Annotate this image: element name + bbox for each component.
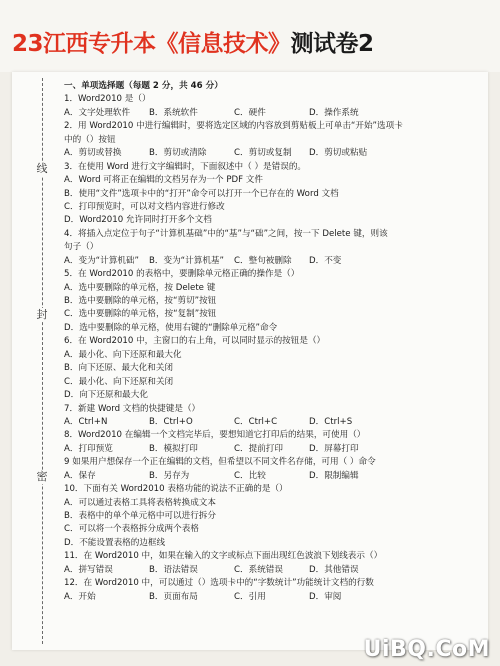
answer-option: A．打印预览 bbox=[64, 443, 113, 454]
option-row bbox=[64, 416, 484, 429]
question-stem: 9 如果用户想保存一个正在编辑的文档，但希望以不同文件名存储，可用（ ）命令 bbox=[64, 457, 376, 468]
answer-option: D．选中要删除的单元格，使用右键的“删除单元格”命令 bbox=[64, 322, 278, 333]
option-row bbox=[64, 591, 484, 604]
answer-option: C．硬件 bbox=[234, 107, 266, 118]
option-row bbox=[64, 174, 484, 187]
answer-option: C．提前打印 bbox=[234, 443, 283, 454]
binding-char-feng: 封 bbox=[33, 308, 51, 322]
answer-option: D．Ctrl+S bbox=[309, 416, 353, 427]
option-row bbox=[64, 537, 484, 550]
answer-option: C．最小化、向下还原和关闭 bbox=[64, 376, 174, 387]
exam-content bbox=[64, 80, 484, 604]
answer-option: A．拼写错误 bbox=[64, 564, 113, 575]
answer-option: D．不变 bbox=[309, 255, 342, 266]
option-row bbox=[64, 349, 484, 362]
answer-option: A．开始 bbox=[64, 591, 96, 602]
option-row bbox=[64, 255, 484, 268]
answer-option: C．Ctrl+C bbox=[234, 416, 278, 427]
question-stem: 句子（） bbox=[64, 242, 99, 253]
question-stem: 3．在使用 Word 进行文字编辑时，下面叙述中（ ）是错误的。 bbox=[64, 161, 307, 172]
title-red-part: 23江西专升本《信息技术》 bbox=[12, 31, 291, 57]
answer-option: C．系统错误 bbox=[234, 564, 283, 575]
answer-option: A．Ctrl+N bbox=[64, 416, 108, 427]
answer-option: B．系统软件 bbox=[149, 107, 198, 118]
option-row bbox=[64, 322, 484, 335]
option-row bbox=[64, 564, 484, 577]
answer-option: C．比较 bbox=[234, 470, 266, 481]
answer-option: B．语法错误 bbox=[149, 564, 198, 575]
answer-option: A．保存 bbox=[64, 470, 96, 481]
question-stem: 4．将插入点定位于句子“计算机基础”中的“基”与“础”之间，按一下 Delete 键，则该 bbox=[64, 228, 388, 239]
answer-option: D．向下还原和最大化 bbox=[64, 390, 148, 401]
answer-option: A．文字处理软件 bbox=[64, 107, 131, 118]
option-row bbox=[64, 443, 484, 456]
option-row bbox=[64, 295, 484, 308]
answer-option: D．限制编辑 bbox=[309, 470, 359, 481]
question-stem: 中的（）按钮 bbox=[64, 134, 116, 145]
question-stem: 6．在 Word2010 中，主窗口的右上角，可以同时显示的按钮是（） bbox=[64, 336, 326, 347]
answer-option: B．使用“文件”选项卡中的“打开”命令可以打开一个已存在的 Word 文档 bbox=[64, 188, 339, 199]
option-row bbox=[64, 147, 484, 160]
section-heading: 一、单项选择题（每题 2 分，共 46 分） bbox=[64, 81, 223, 91]
option-row bbox=[64, 523, 484, 536]
answer-option: D．剪切或粘贴 bbox=[309, 148, 368, 159]
answer-option: B．模拟打印 bbox=[149, 443, 198, 454]
answer-option: B．表格中的单个单元格中可以进行拆分 bbox=[64, 511, 216, 521]
option-row bbox=[64, 188, 484, 201]
answer-option: B．向下还原、最大化和关闭 bbox=[64, 363, 174, 374]
option-row bbox=[64, 362, 484, 375]
answer-option: B．Ctrl+O bbox=[149, 416, 193, 427]
answer-option: C．引用 bbox=[234, 591, 266, 602]
question-stem: 12．在 Word2010 中，可以通过（）选项卡中的“字数统计”功能统计文档的行数 bbox=[64, 578, 374, 589]
site-watermark: UiBQ.CoM bbox=[363, 637, 490, 662]
page-title bbox=[12, 30, 488, 58]
title-dark-part: 测试卷2 bbox=[290, 31, 374, 57]
question-stem: 11．在 Word2010 中，如果在输入的文字或标点下面出现红色波浪下划线表示（） bbox=[64, 551, 383, 562]
answer-option: A．最小化、向下还原和最大化 bbox=[64, 349, 182, 360]
option-row bbox=[64, 389, 484, 402]
answer-option: A．剪切或替换 bbox=[64, 148, 122, 159]
answer-option: A．变为“计算机础” bbox=[64, 255, 139, 266]
option-row bbox=[64, 470, 484, 483]
answer-option: D．审阅 bbox=[309, 591, 342, 602]
answer-option: B．选中要删除的单元格，按“剪切”按钮 bbox=[64, 296, 217, 306]
answer-option: D．屏幕打印 bbox=[309, 443, 359, 454]
header-banner bbox=[0, 0, 500, 72]
answer-option: C．剪切或复制 bbox=[234, 148, 292, 159]
answer-option: A．可以通过表格工具将表格转换成文本 bbox=[64, 497, 216, 508]
option-row bbox=[64, 107, 484, 120]
option-row bbox=[64, 376, 484, 389]
option-row bbox=[64, 497, 484, 510]
binding-char-xian: 线 bbox=[33, 162, 51, 176]
answer-option: C．整句被删除 bbox=[234, 255, 292, 266]
question-stem: 2．用 Word2010 中进行编辑时，要将选定区域的内容放到剪贴板上可单击“开始”选项卡 bbox=[64, 121, 403, 132]
option-row bbox=[64, 201, 484, 214]
question-stem: 8．Word2010 在编辑一个文档完毕后，要想知道它打印后的结果，可使用（） bbox=[64, 430, 366, 441]
answer-option: B．页面布局 bbox=[149, 591, 198, 602]
binding-char-mi: 密 bbox=[33, 470, 51, 484]
answer-option: B．剪切或清除 bbox=[149, 148, 207, 159]
answer-option: C．可以将一个表格拆分成两个表格 bbox=[64, 524, 199, 535]
question-stem: 7．新建 Word 文档的快捷键是（） bbox=[64, 403, 201, 414]
answer-option: B．变为“计算机基” bbox=[149, 255, 224, 266]
answer-option: C．选中要删除的单元格，按“复制”按钮 bbox=[64, 309, 217, 320]
option-row bbox=[64, 214, 484, 227]
answer-option: A．选中要删除的单元格，按 Delete 键 bbox=[64, 282, 216, 293]
answer-option: D．操作系统 bbox=[309, 107, 359, 118]
answer-option: A．Word 可将正在编辑的文档另存为一个 PDF 文件 bbox=[64, 175, 263, 186]
option-row bbox=[64, 510, 484, 523]
option-row bbox=[64, 308, 484, 321]
question-stem: 1．Word2010 是（） bbox=[64, 94, 151, 105]
question-stem: 5．在 Word2010 的表格中，要删除单元格正确的操作是（） bbox=[64, 269, 300, 280]
answer-option: D．Word2010 允许同时打开多个文档 bbox=[64, 215, 212, 226]
answer-option: C．打印预览时，可以对文档内容进行修改 bbox=[64, 201, 225, 212]
question-stem: 10．下面有关 Word2010 表格功能的说法不正确的是（） bbox=[64, 484, 288, 495]
answer-option: D．不能设置表格的边框线 bbox=[64, 537, 166, 548]
answer-option: B．另存为 bbox=[149, 470, 190, 481]
answer-option: D．其他错误 bbox=[309, 564, 359, 575]
option-row bbox=[64, 282, 484, 295]
